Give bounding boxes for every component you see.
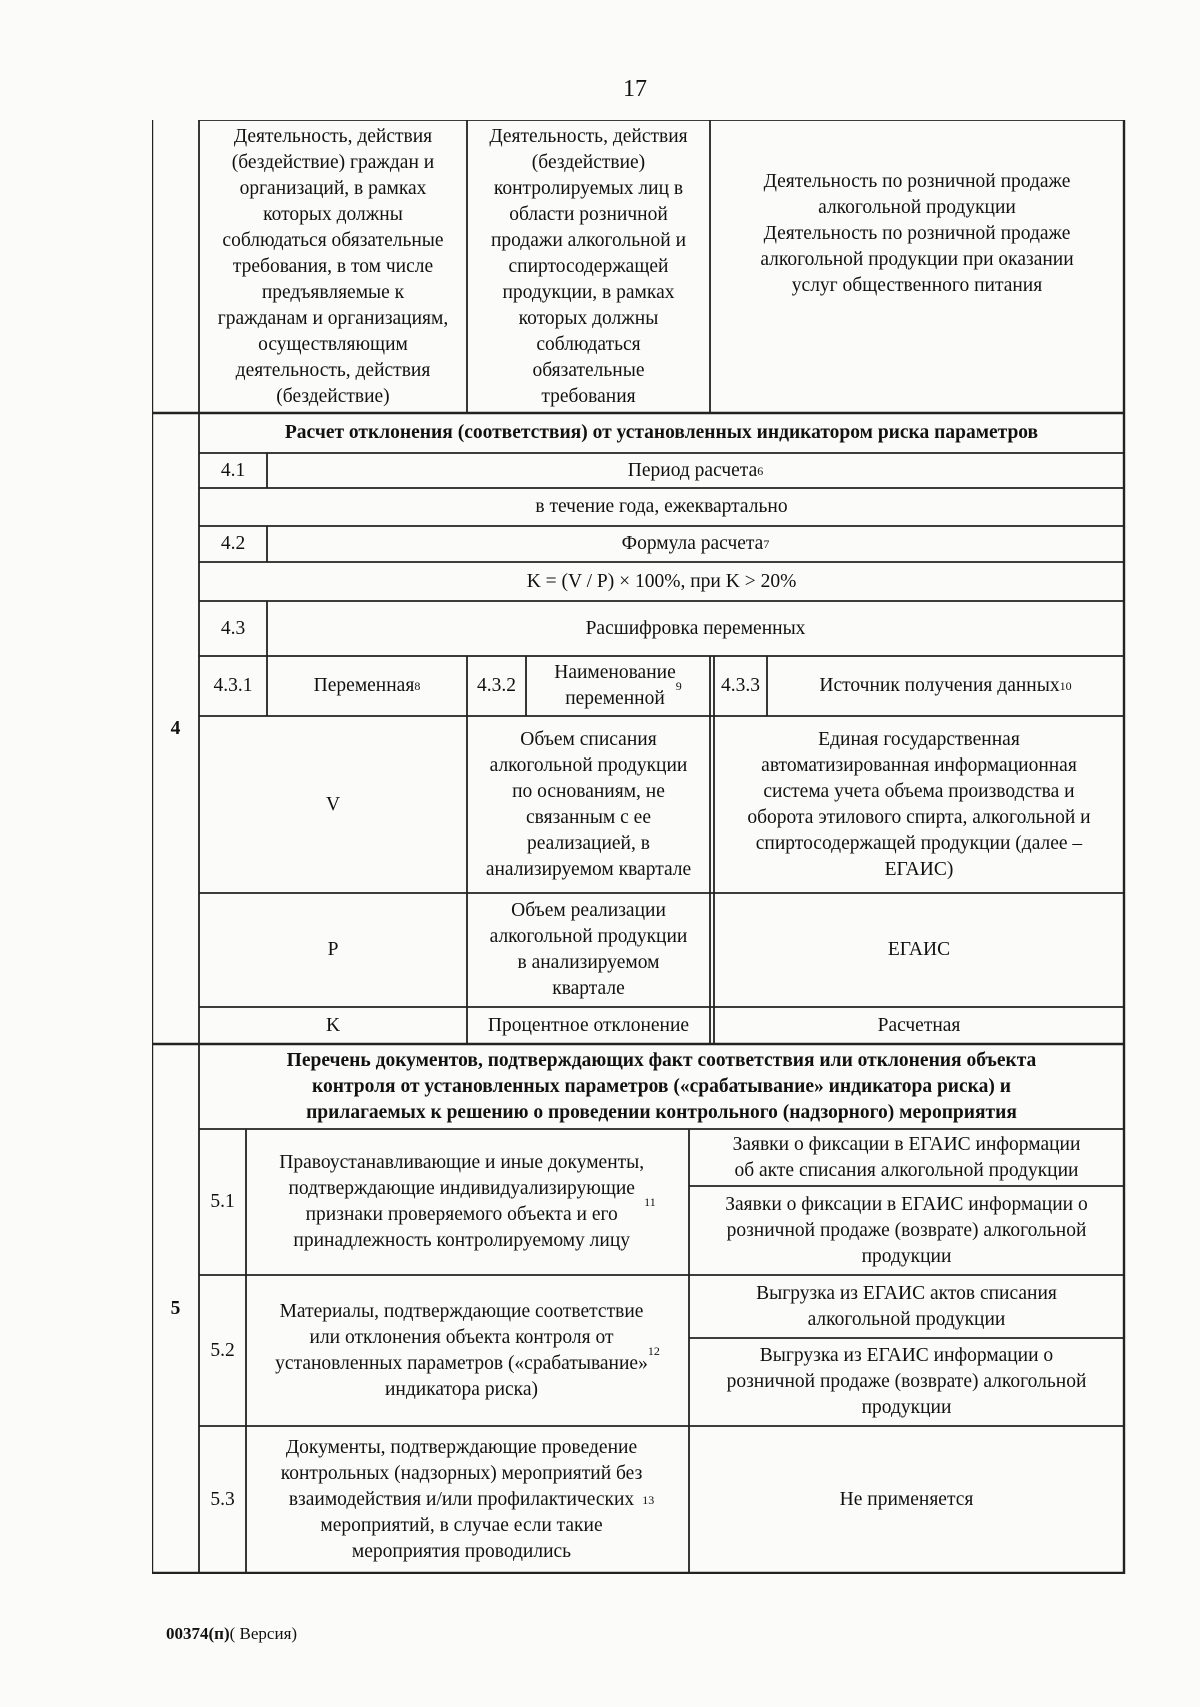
variable-v-name: Объем списания алкогольной продукции по основаниям, не связанным с ее реализацией, в анализируемом квартале (485, 728, 692, 880)
row-5-1-text: Правоустанавливающие и иные документы, подтверждающие индивидуализирующие признаки проверяемого объекта и его принадлежность контролируемому лицу 11 (279, 1152, 656, 1251)
variable-name-header: Наименование переменной 9 (554, 662, 682, 709)
section-4-heading: Расчет отклонения (соответствия) от установленных индикатором риска параметров (284, 422, 1039, 443)
activity-controlled-cell: Деятельность, действия (бездействие) контролируемых лиц в области розничной продажи алкогольной и спиртосодержащей продукции, в рамках которых должны соблюдаться обязательные требования (489, 125, 688, 407)
calc-formula-label: Формула расчета 7 (621, 533, 770, 554)
variables-label: Расшифровка переменных (585, 617, 806, 639)
row-5-2-doc-2: Выгрузка из ЕГАИС информации о розничной продаже (возврате) алкогольной продукции (726, 1345, 1087, 1418)
activity-general-cell: Деятельность, действия (бездействие) граждан и организаций, в рамках которых должны соблюдаться обязательные требования, в том числе предъявляемые к гражданам и организациям, осуществляющим деятельность, действия (бездействие) (217, 125, 449, 407)
variable-k: K (325, 1014, 341, 1036)
variable-k-name: Процентное отклонение (487, 1014, 690, 1036)
variable-p: P (327, 939, 339, 960)
row-5-3-text: Документы, подтверждающие проведение контрольных (надзорных) мероприятий без взаимодействия и/или профилактических мероприятий, в случае если такие мероприятия проводились 13 (280, 1437, 655, 1562)
section-5-number: 5 (170, 1298, 181, 1319)
variable-k-source: Расчетная (877, 1014, 961, 1036)
variable-v: V (325, 793, 341, 815)
page-number: 17 (623, 76, 647, 102)
row-4-3-3-number: 4.3.3 (721, 675, 760, 696)
variable-p-source: ЕГАИС (887, 939, 951, 960)
row-4-3-2-number: 4.3.2 (477, 675, 516, 696)
variable-p-name: Объем реализации алкогольной продукции в анализируемом квартале (489, 900, 688, 999)
calc-period-label: Период расчета 6 (627, 459, 764, 481)
calc-formula-value: K = (V / P) × 100%, при K > 20% (526, 570, 797, 592)
document-code: 00374(п) (166, 1624, 230, 1643)
activity-types-cell: Деятельность по розничной продаже алкогольной продукции Деятельность по розничной продаже алкогольной продукции при оказании услуг общественного питания (760, 171, 1074, 296)
row-5-2-number: 5.2 (210, 1339, 235, 1361)
data-source-header: Источник получения данных 10 (819, 675, 1072, 696)
variable-header: Переменная 8 (313, 675, 421, 696)
row-4-3-1-number: 4.3.1 (213, 675, 253, 696)
row-5-1-number: 5.1 (210, 1191, 235, 1212)
row-4-1-number: 4.1 (220, 459, 246, 481)
regulation-table (152, 120, 1126, 1574)
row-4-3-number: 4.3 (220, 617, 246, 639)
row-5-2-text: Материалы, подтверждающие соответствие или отклонения объекта контроля от установленных параметров («срабатывание» индикатора риска) 12 (275, 1300, 660, 1400)
document-version: ( Версия) (229, 1624, 298, 1643)
row-5-3-number: 5.3 (210, 1489, 235, 1510)
section-5-heading: Перечень документов, подтверждающих факт соответствия или отклонения объекта контроля от установленных параметров («срабатывание» индикатора риска) и прилагаемых к решению о проведении контрольного (надзорного) мероприятия (286, 1049, 1037, 1123)
variable-v-source: Единая государственная автоматизированная информационная система учета объема производства и оборота этилового спирта, алкогольной и спиртосодержащей продукции (далее – ЕГАИС) (747, 728, 1091, 880)
row-5-2-doc-1: Выгрузка из ЕГАИС актов списания алкогольной продукции (756, 1282, 1057, 1330)
row-5-1-doc-2: Заявки о фиксации в ЕГАИС информации о розничной продаже (возврате) алкогольной продукции (725, 1193, 1088, 1267)
document-footer (166, 1624, 297, 1644)
section-4-number: 4 (170, 717, 181, 739)
row-5-3-doc: Не применяется (839, 1489, 974, 1510)
row-4-2-number: 4.2 (220, 533, 246, 554)
calc-period-value: в течение года, ежеквартально (535, 496, 788, 517)
row-5-1-doc-1: Заявки о фиксации в ЕГАИС информации об акте списания алкогольной продукции (732, 1133, 1081, 1181)
